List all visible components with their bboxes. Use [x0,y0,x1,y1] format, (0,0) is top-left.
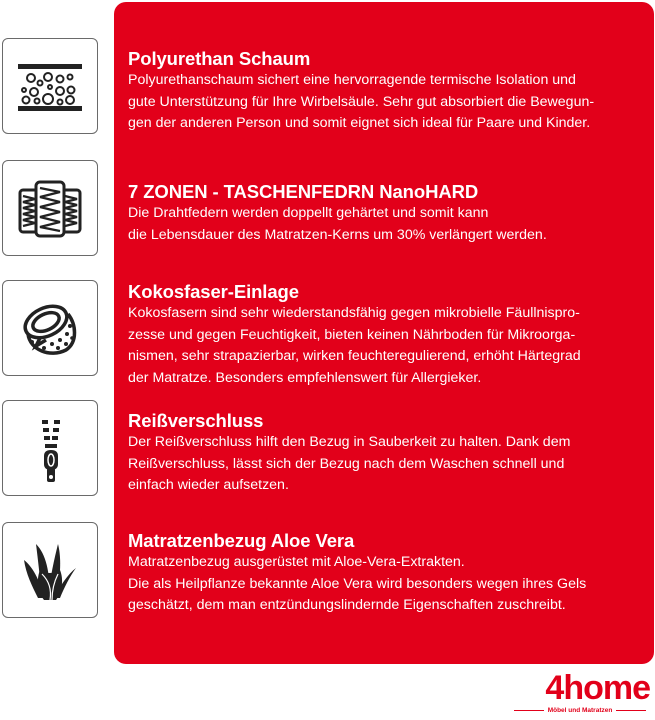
feature-taschenfedern [128,181,648,246]
feature-title: Matratzenbezug Aloe Vera [128,530,355,551]
feature-description: Der Reißverschluss hilft den Bezug in Sauberkeit zu halten. Dank dem Reißverschluss, lässt sich der Bezug nach dem Waschen schnell und einfach wieder aufsetzen. [128,434,571,493]
pocket-springs-icon [2,160,98,256]
feature-description: Matratzenbezug ausgerüstet mit Aloe-Vera-Extrakten. Die als Heilpflanze bekannte Aloe Vera wird besonders wegen ihres Gels geschätzt, dem man entzündungslindernde Eigenschaften zuschreibt. [128,554,587,613]
feature-kokosfaser [128,281,648,389]
feature-description: Kokosfasern sind sehr wiederstandsfähig gegen mikrobielle Fäullnispro- zesse und gegen Feuchtigkeit, bieten keinen Nährboden für Mikroorga- nismen, sehr strapazierbar, wirken feuchteregulierend, erhöht Härtegrad der Matratze. Besonders empfehlenswert für Allergieker. [128,305,581,386]
feature-description: Polyurethanschaum sichert eine hervorragende termische Isolation und gute Unterstützung für Ihre Wirbelsäule. Sehr gut absorbiert die Bewegun- gen der anderen Person und somit eignet sich ideal für Paare und Kinder. [128,72,595,131]
feature-aloe-vera [128,530,648,617]
feature-title: Kokosfaser-Einlage [128,281,299,302]
feature-reissverschluss [128,410,648,497]
aloe-vera-icon [2,522,98,618]
brand-logo [510,670,650,720]
zipper-icon [2,400,98,496]
feature-title: 7 ZONEN - TASCHENFEDRN NanoHARD [128,181,479,202]
feature-polyurethan [128,48,648,135]
feature-title: Polyurethan Schaum [128,48,311,69]
divider [514,710,544,711]
logo-tagline: Möbel und Matratzen [510,707,650,714]
foam-bubbles-icon [2,38,98,134]
coconut-icon [2,280,98,376]
feature-title: Reißverschluss [128,410,264,431]
logo-wordmark: 4home [545,669,650,707]
feature-description: Die Drahtfedern werden doppellt gehärtet und somit kann die Lebensdauer des Matratzen-Kerns um 30% verlängert werden. [128,205,547,243]
divider [616,710,646,711]
